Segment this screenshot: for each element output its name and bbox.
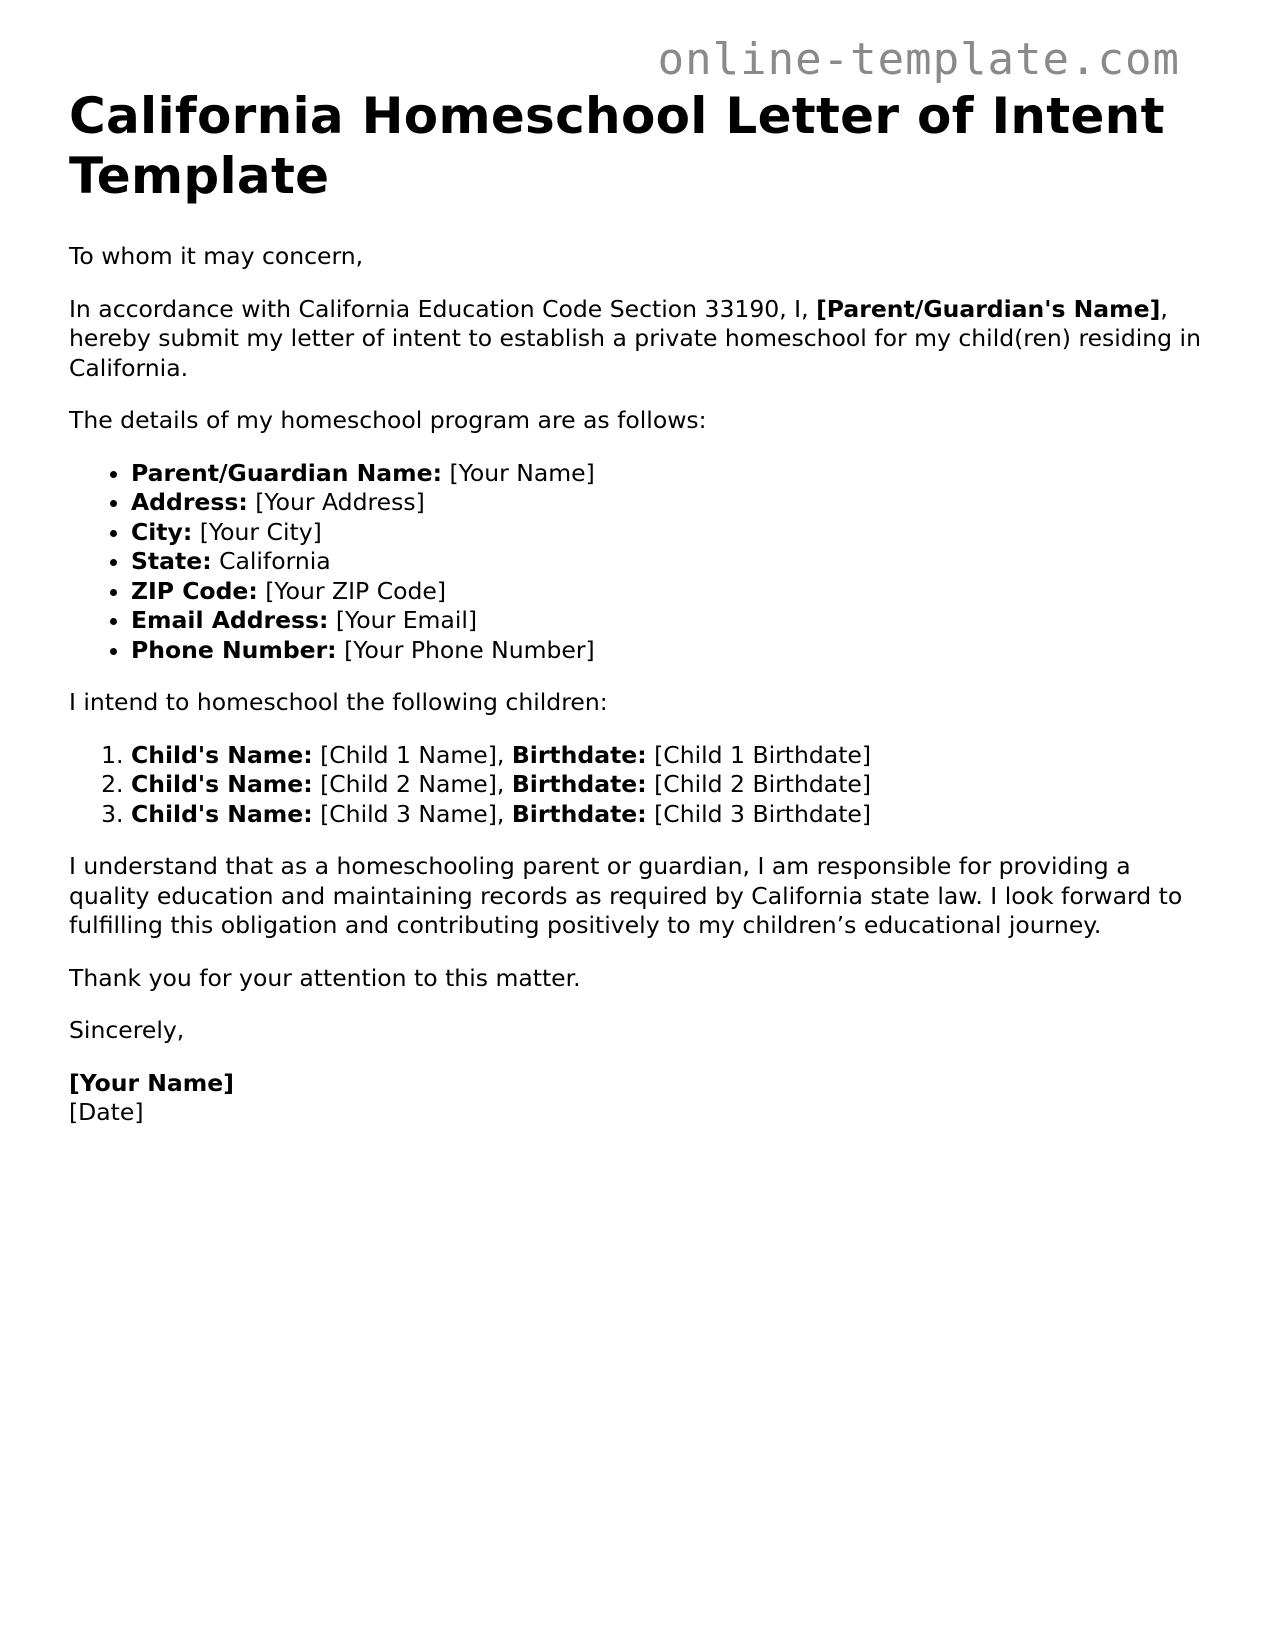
detail-value: [Your Phone Number] [336,635,595,664]
child-item-2 [131,770,1209,800]
detail-value: [Your Address] [247,488,425,516]
responsibility-paragraph: I understand that as a homeschooling parent or guardian, I am responsible for providing a quality education and maintaining records as required by California state law. I look forward to fulfilling this obligation and contributing positively to my children’s educational journey. [69,852,1183,939]
detail-item-phone [131,636,1209,666]
detail-item-email [131,606,1209,636]
detail-item-parent-name [131,459,1209,489]
child-item-1 [131,741,1209,771]
child-name-label: Child's Name: [131,799,313,828]
thanks-line: Thank you for your attention to this matter. [69,963,581,992]
detail-item-city [131,518,1209,548]
children-lead: I intend to homeschool the following children: [69,688,608,716]
signature-date: [Date] [69,1098,144,1126]
greeting: To whom it may concern, [69,242,364,270]
detail-label: Parent/Guardian Name: [131,458,442,487]
intro-text-end: , hereby submit my letter of intent to establish a private homeschool for my child(ren) residing in California. [69,294,1201,382]
children-list [69,741,1209,830]
child-name-label: Child's Name: [131,740,313,769]
child-birthdate-value: [Child 3 Birthdate] [646,799,872,828]
watermark: online-template.com [657,34,1180,85]
closing-line: Sincerely, [69,1016,185,1044]
detail-label: State: [131,547,212,575]
child-item-3 [131,800,1209,830]
child-birthdate-label: Birthdate: [511,770,647,798]
child-birthdate-value: [Child 1 Birthdate] [646,740,872,769]
child-birthdate-value: [Child 2 Birthdate] [646,770,872,798]
intro-paragraph [69,295,1209,384]
detail-value: [Your City] [192,517,322,546]
document-title: California Homeschool Letter of Intent Template [69,87,1165,205]
child-birthdate-label: Birthdate: [511,799,647,828]
child-name-value: [Child 1 Name], [312,740,512,769]
intro-text-start: In accordance with California Education Code Section 33190, I, [69,294,817,323]
detail-label: ZIP Code: [131,576,258,605]
child-name-value: [Child 3 Name], [312,799,512,828]
detail-label: Address: [131,488,248,516]
letter-document [69,86,1209,1128]
child-name-label: Child's Name: [131,770,313,798]
detail-value: [Your Name] [442,458,595,487]
detail-item-state [131,547,1209,577]
signature-name: [Your Name] [69,1068,234,1097]
parent-name-placeholder: [Parent/Guardian's Name] [816,294,1161,323]
detail-item-zip [131,577,1209,607]
detail-value: California [211,547,331,575]
detail-value: [Your ZIP Code] [257,576,447,605]
details-list [69,459,1209,666]
details-lead: The details of my homeschool program are as follows: [69,406,707,434]
detail-item-address [131,488,1209,518]
detail-value: [Your Email] [328,606,478,634]
detail-label: City: [131,517,193,546]
child-name-value: [Child 2 Name], [312,770,512,798]
detail-label: Email Address: [131,606,329,634]
signature-block [69,1069,1209,1128]
child-birthdate-label: Birthdate: [511,740,647,769]
detail-label: Phone Number: [131,635,337,664]
